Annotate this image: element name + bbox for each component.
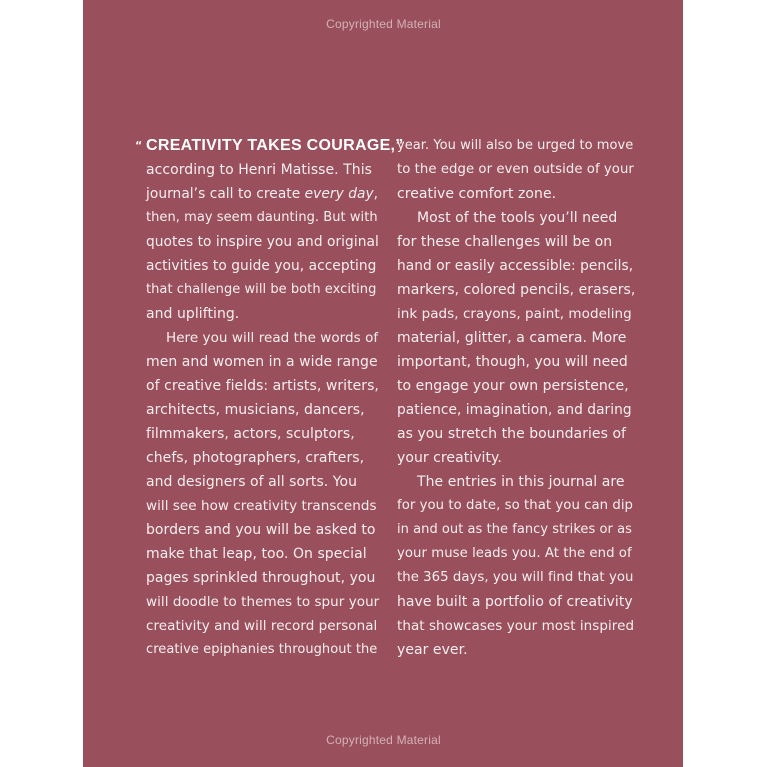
text-line: and uplifting. [146,306,240,322]
text-line: according to Henri Matisse. This [146,162,372,178]
text-line: men and women in a wide range [146,354,378,370]
text-line [146,182,378,206]
text-line: for these challenges will be on [397,234,613,250]
text-line: year. You will also be urged to move [397,138,634,153]
text-line: chefs, photographers, crafters, [146,450,365,466]
text-line: as you stretch the boundaries of [397,426,627,442]
text-line: then, may seem daunting. But with [146,210,378,225]
open-quote-mark: “ [135,139,143,152]
text-line: architects, musicians, dancers, [146,402,365,418]
text-line: creative epiphanies throughout the [146,642,378,657]
text-line: your creativity. [397,450,502,466]
text-line: Here you will read the words of [166,330,379,346]
text-line: material, glitter, a camera. More [397,330,627,346]
text-line: your muse leads you. At the end of [397,546,632,561]
text-line: in and out as the fancy strikes or as [397,522,632,537]
text-span: journal’s call to create [146,186,305,202]
text-line: will see how creativity transcends [146,498,377,514]
heading-quote: CREATIVITY TAKES COURAGE,” [146,137,404,154]
text-line: markers, colored pencils, erasers, [397,282,636,298]
watermark-top: Copyrighted Material [326,17,441,31]
text-line: activities to guide you, accepting [146,258,377,274]
text-line: Most of the tools you’ll need [417,210,618,226]
text-line: and designers of all sorts. You [146,474,358,490]
heading-line [135,134,404,158]
text-span: , [373,186,379,202]
text-line: the 365 days, you will find that you [397,570,634,585]
text-line: of creative fields: artists, writers, [146,378,379,394]
text-line: borders and you will be asked to [146,522,376,538]
text-line: pages sprinkled throughout, you [146,570,376,586]
text-line: The entries in this journal are [417,474,625,490]
text-line: creativity and will record personal [146,618,378,634]
left-column [135,134,404,662]
text-line: that challenge will be both exciting [146,282,377,297]
text-line: for you to date, so that you can dip [397,498,634,513]
watermark-bottom: Copyrighted Material [326,733,441,747]
right-column [397,134,636,662]
text-line: make that leap, too. On special [146,546,367,562]
text-line: year ever. [397,642,468,658]
text-line: have built a portfolio of creativity [397,594,633,610]
text-line: filmmakers, actors, sculptors, [146,426,355,442]
text-line: ink pads, crayons, paint, modeling [397,306,632,322]
text-line: to the edge or even outside of your [397,162,634,177]
text-line: patience, imagination, and daring [397,402,632,418]
text-line: hand or easily accessible: pencils, [397,258,634,274]
emphasis-text: every day [304,186,374,202]
text-line: to engage your own persistence, [397,378,629,394]
text-line: will doodle to themes to spur your [146,594,380,610]
text-line: that showcases your most inspired [397,618,635,634]
text-line: creative comfort zone. [397,186,557,202]
text-line: important, though, you will need [397,354,628,370]
text-line: quotes to inspire you and original [146,234,379,250]
